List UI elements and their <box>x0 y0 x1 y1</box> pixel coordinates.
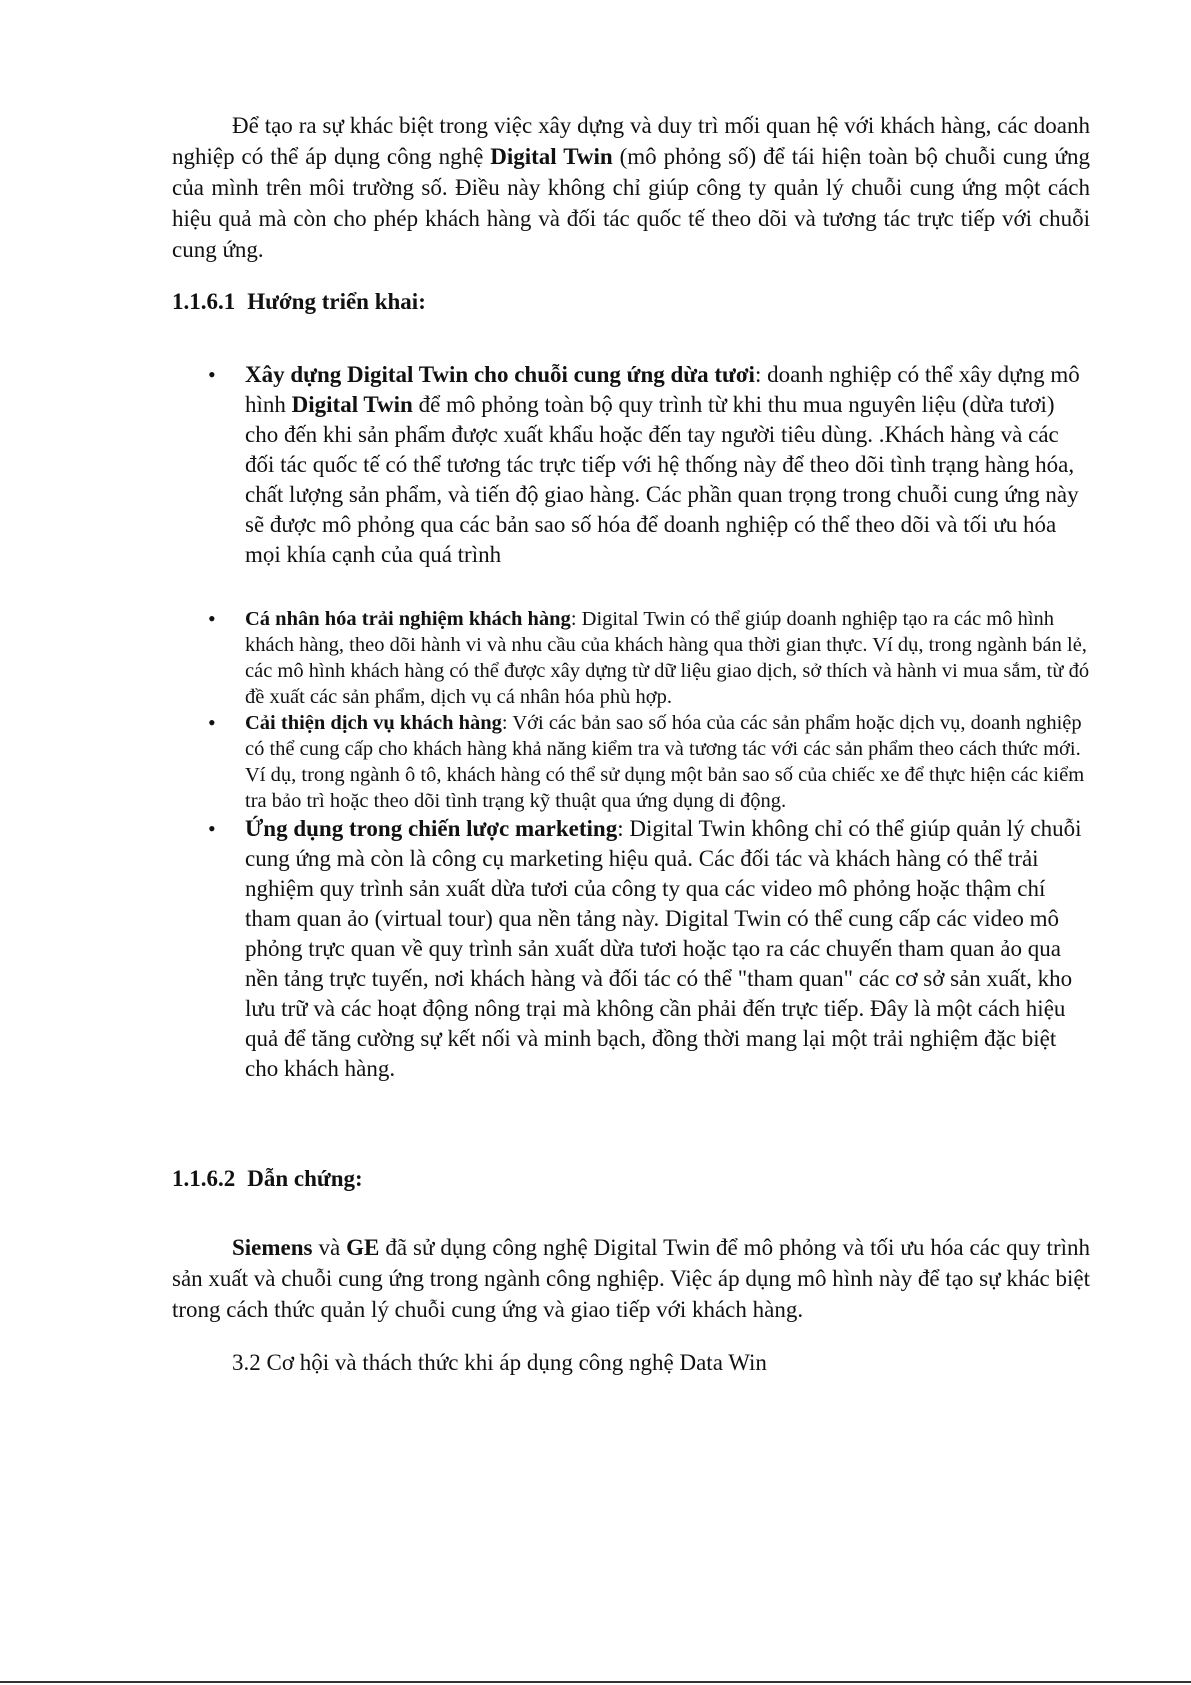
next-heading: 3.2 Cơ hội và thách thức khi áp dụng công nghệ Data Win <box>232 1350 767 1375</box>
page-bottom-rule <box>0 1681 1191 1683</box>
evidence-text-2: đã sử dụng công nghệ Digital Twin để mô phỏng và tối ưu hóa các quy trình sản xuất và chuỗi cung ứng trong ngành công nghiệp. Việc áp dụng mô hình này để tạo sự khác biệt trong cách thức quản lý chuỗi cung ứng và giao tiếp với khách hàng. <box>172 1235 1091 1322</box>
bullet-item <box>172 360 1090 570</box>
intro-bold-digital-twin: Digital Twin <box>490 144 613 169</box>
bullet-bold-digital-twin: Digital Twin <box>291 392 413 417</box>
bullet-icon: • <box>208 710 216 735</box>
bullet-bold-lead: Cải thiện dịch vụ khách hàng <box>245 712 502 734</box>
section-heading-2 <box>172 1166 1090 1192</box>
evidence-bold-ge: GE <box>346 1235 380 1260</box>
bullet-list <box>172 360 1090 1084</box>
section-heading-1 <box>172 289 1090 315</box>
section-number: 1.1.6.1 <box>172 289 236 314</box>
evidence-bold-siemens: Siemens <box>232 1235 313 1260</box>
bullet-text: để mô phỏng toàn bộ quy trình từ khi thu mua nguyên liệu (dừa tươi) cho đến khi sản phẩm được xuất khẩu hoặc đến tay người tiêu dùng. .Khách hàng và các đối tác quốc tế có thể tương tác trực tiếp với hệ thống này để theo dõi tình trạng hàng hóa, chất lượng sản phẩm, và tiến độ giao hàng. Các phần quan trọng trong chuỗi cung ứng này sẽ được mô phỏng qua các bản sao số hóa để doanh nghiệp có thể theo dõi và tối ưu hóa mọi khía cạnh của quá trình <box>245 392 1079 567</box>
bullet-bold-lead: Cá nhân hóa trải nghiệm khách hàng <box>245 608 571 630</box>
evidence-paragraph <box>172 1232 1090 1325</box>
bullet-icon: • <box>208 606 216 631</box>
bullet-bold-lead: Ứng dụng trong chiến lược marketing <box>245 816 618 841</box>
section-title: Dẫn chứng: <box>247 1166 363 1191</box>
intro-text-1: Để tạo ra sự khác biệt trong việc xây dựng và duy trì mối quan hệ với khách hàng, các doanh nghiệp có thể áp dụng công nghệ <box>172 113 1090 169</box>
bullet-text: : doanh nghiệp có thể xây dựng mô hình <box>245 362 1080 417</box>
bullet-item <box>172 606 1090 710</box>
bullet-item <box>172 710 1090 814</box>
bullet-item <box>172 814 1090 1084</box>
bullet-text: : Digital Twin có thể giúp doanh nghiệp tạo ra các mô hình khách hàng, theo dõi hành vi và nhu cầu của khách hàng qua thời gian thực. Ví dụ, trong ngành bán lẻ, các mô hình khách hàng có thể được xây dựng từ dữ liệu giao dịch, sở thích và hành vi mua sắm, từ đó đề xuất các sản phẩm, dịch vụ cá nhân hóa phù hợp. <box>245 608 1090 708</box>
section-number: 1.1.6.2 <box>172 1166 236 1191</box>
evidence-text-1: và <box>312 1235 347 1260</box>
bullet-icon: • <box>208 816 216 841</box>
intro-paragraph <box>172 110 1090 265</box>
bullet-icon: • <box>208 362 216 387</box>
section-title: Hướng triển khai: <box>247 289 426 314</box>
bullet-text: : Digital Twin không chỉ có thể giúp quản lý chuỗi cung ứng mà còn là công cụ marketing hiệu quả. Các đối tác và khách hàng có thể trải nghiệm quy trình sản xuất dừa tươi của công ty qua các video mô phỏng hoặc thậm chí tham quan ảo (virtual tour) qua nền tảng này. Digital Twin có thể cung cấp các video mô phỏng trực quan về quy trình sản xuất dừa tươi hoặc tạo ra các chuyến tham quan ảo qua nền tảng trực tuyến, nơi khách hàng và đối tác có thể "tham quan" các cơ sở sản xuất, kho lưu trữ và các hoạt động nông trại mà không cần phải đến trực tiếp. Đây là một cách hiệu quả để tăng cường sự kết nối và minh bạch, đồng thời mang lại một trải nghiệm đặc biệt cho khách hàng. <box>245 816 1082 1081</box>
document-content <box>172 110 1090 1378</box>
intro-text-2: (mô phỏng số) để tái hiện toàn bộ chuỗi cung ứng của mình trên môi trường số. Điều này không chỉ giúp công ty quản lý chuỗi cung ứng một cách hiệu quả mà còn cho phép khách hàng và đối tác quốc tế theo dõi và tương tác trực tiếp với chuỗi cung ứng. <box>172 144 1091 262</box>
bullet-text: : Với các bản sao số hóa của các sản phẩm hoặc dịch vụ, doanh nghiệp có thể cung cấp cho khách hàng khả năng kiểm tra và tương tác với các sản phẩm theo cách thức mới. Ví dụ, trong ngành ô tô, khách hàng có thể sử dụng một bản sao số của chiếc xe để thực hiện các kiểm tra bảo trì hoặc theo dõi tình trạng kỹ thuật qua ứng dụng di động. <box>245 712 1085 812</box>
bullet-bold-lead: Xây dựng Digital Twin cho chuỗi cung ứng dừa tươi <box>245 362 755 387</box>
